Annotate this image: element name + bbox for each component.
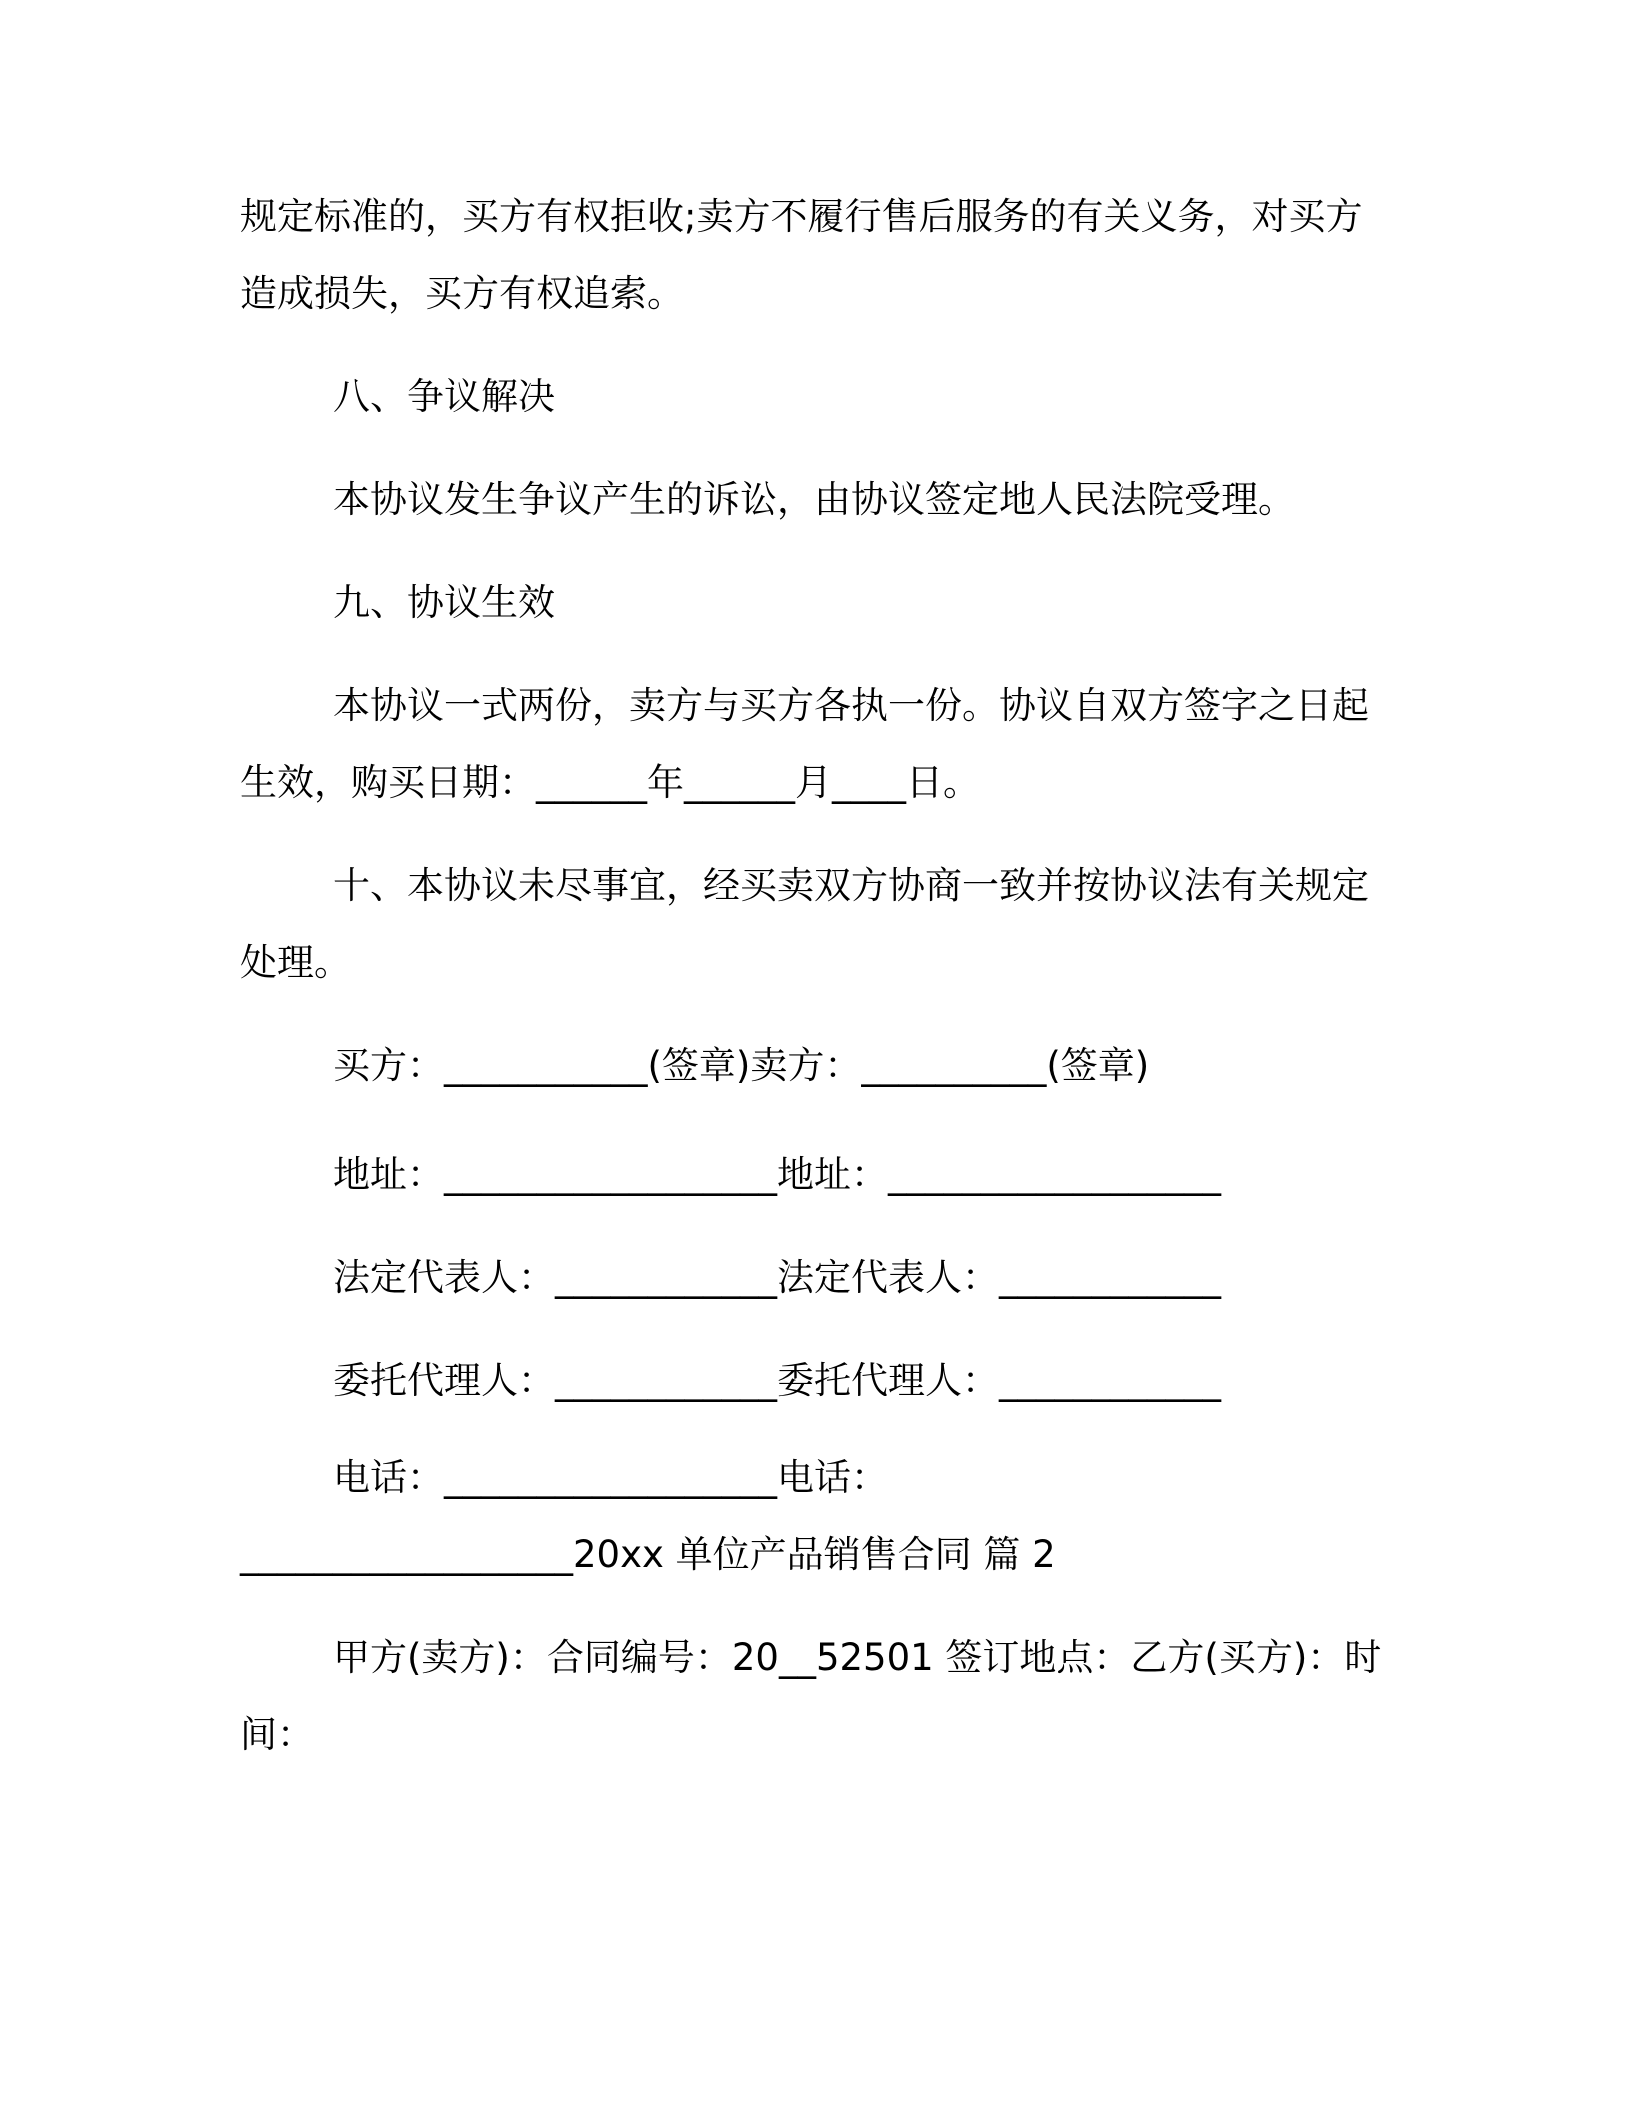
paragraph-line: 本协议发生争议产生的诉讼，由协议签定地人民法院受理。 (333, 478, 1295, 521)
contract-header-paragraph (240, 1619, 1400, 1773)
signature-address-paragraph (240, 1136, 1400, 1213)
paragraph-line: 处理。 (240, 941, 351, 984)
signature-parties-line: 买方：___________(签章)卖方：__________(签章) (333, 1044, 1150, 1087)
section-9-heading-paragraph (240, 564, 1400, 641)
contract-header-line: 甲方(卖方)：合同编号：20__52501 签订地点：乙方(买方)：时 (333, 1636, 1382, 1679)
section-10-paragraph (240, 847, 1400, 1001)
signature-legal-rep-line: 法定代表人：____________法定代表人：____________ (333, 1256, 1221, 1299)
paragraph-line: 十、本协议未尽事宜，经买卖双方协商一致并按协议法有关规定 (333, 864, 1369, 907)
paragraph-line: 本协议一式两份，卖方与买方各执一份。协议自双方签字之日起 (333, 684, 1369, 727)
signature-phone-line: 电话：__________________电话： (333, 1456, 888, 1499)
phone-and-title-line (240, 1516, 1400, 1593)
contract-header-line: 间： (240, 1713, 314, 1756)
document-body (240, 178, 1400, 1773)
section-heading: 九、协议生效 (333, 581, 555, 624)
phone-fill-line: __________________ (240, 1533, 573, 1576)
section-heading: 八、争议解决 (333, 375, 555, 418)
signature-parties-paragraph (240, 1027, 1400, 1104)
section-9-body-paragraph (240, 667, 1400, 821)
document-title: 20xx 单位产品销售合同 篇 2 (573, 1533, 1056, 1576)
signature-agent-paragraph (240, 1342, 1400, 1419)
paragraph-line: 规定标准的，买方有权拒收;卖方不履行售后服务的有关义务，对买方 (240, 195, 1363, 238)
purchase-date-line: 生效，购买日期：______年______月____日。 (240, 761, 980, 804)
signature-agent-line: 委托代理人：____________委托代理人：____________ (333, 1359, 1221, 1402)
clause-7-tail-paragraph (240, 178, 1400, 332)
signature-legal-rep-paragraph (240, 1239, 1400, 1316)
signature-address-line: 地址：__________________地址：__________________ (333, 1153, 1221, 1196)
signature-phone-paragraph (240, 1439, 1400, 1593)
paragraph-line: 造成损失，买方有权追索。 (240, 272, 684, 315)
section-8-heading-paragraph (240, 358, 1400, 435)
section-8-body-paragraph (240, 461, 1400, 538)
